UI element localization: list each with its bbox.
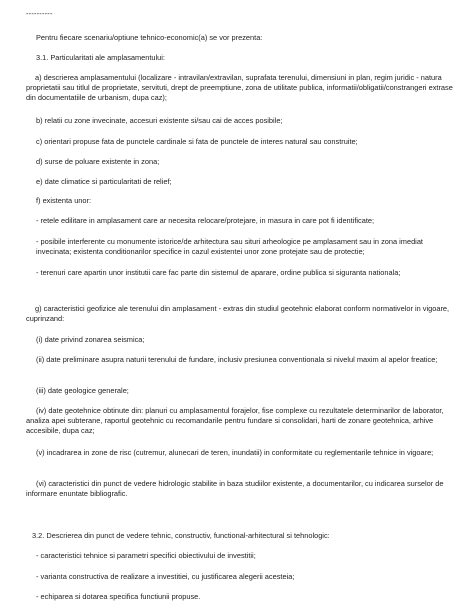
separator-line: ---------- [26,9,53,18]
section-3-2-heading: 3.2. Descrierea din punct de vedere tehnic, constructiv, functional-arhitectural si tehnologic: [32,531,330,540]
item-f: f) existenta unor: [36,196,92,205]
item-3-2-bullet-2: - varianta constructiva de realizare a investitiei, cu justificarea alegerii acesteia; [36,572,295,581]
item-c: c) orientari propuse fata de punctele cardinale si fata de punctele de interes natural sau construite; [36,137,358,146]
item-e: e) date climatice si particularitati de relief; [36,177,172,186]
item-3-2-bullet-1: - caracteristici tehnice si parametri specifici obiectivului de investitii; [36,551,256,560]
item-f-bullet-3: - terenuri care apartin unor institutii care fac parte din sistemul de aparare, ordine publica si siguranta nationala; [36,268,401,277]
item-g-iii: (iii) date geologice generale; [36,386,129,395]
item-g-ii: (ii) date preliminare asupra naturii terenului de fundare, inclusiv presiunea conventionala si nivelul maxim al apelor freatice; [36,355,438,364]
item-f-bullet-1: - retele edilitare in amplasament care ar necesita relocare/protejare, in masura in care pot fi identificate; [36,216,375,225]
item-f-bullet-2: - posibile interferente cu monumente istorice/de arhitectura sau situri arheologice pe amplasament sau in zona imediat invecinata; existenta conditionarilor specifice in cazul existentei unor zone protejate sau de protectie; [36,237,423,257]
item-b: b) relatii cu zone invecinate, accesuri existente si/sau cai de acces posibile; [36,116,283,125]
item-g-iv: (iv) date geotehnice obtinute din: planuri cu amplasamentul forajelor, fise complexe cu rezultatele determinarilor de laborator, analiza apei subterane, raportul geotehnic cu recomandarile pentru fundare si consolidari, harti de zonare geotehnica, arhive accesibile, dupa caz; [26,406,444,436]
item-g-i: (i) date privind zonarea seismica; [36,335,145,344]
item-g-v: (v) incadrarea in zone de risc (cutremur, alunecari de teren, inundatii) in conformitate cu reglementarile tehnice in vigoare; [36,448,434,457]
item-d: d) surse de poluare existente in zona; [36,157,160,166]
item-g-vi: (vi) caracteristici din punct de vedere hidrologic stabilite in baza studiilor existente, a documentarilor, cu indicarea surselor de informare enuntate bibliografic. [26,479,444,499]
item-a: a) descrierea amplasamentului (localizare - intravilan/extravilan, suprafata terenului, dimensiuni in plan, regim juridic - natura proprietatii sau titlul de proprietate, servituti, drept de preemptiune, zona de utilitate publica, informatii/obligatii/constrangeri extrase din documentatiile de urbanism, dupa caz); [26,73,453,103]
item-3-2-bullet-3: - echiparea si dotarea specifica functiunii propuse. [36,592,201,601]
item-g: g) caracteristici geofizice ale terenului din amplasament - extras din studiul geotehnic elaborat conform normativelor in vigoare, cuprinzand: [26,304,450,324]
section-3-1-heading: 3.1. Particularitati ale amplasamentului: [36,53,165,62]
intro-text: Pentru fiecare scenariu/optiune tehnico-economic(a) se vor prezenta: [36,33,263,42]
